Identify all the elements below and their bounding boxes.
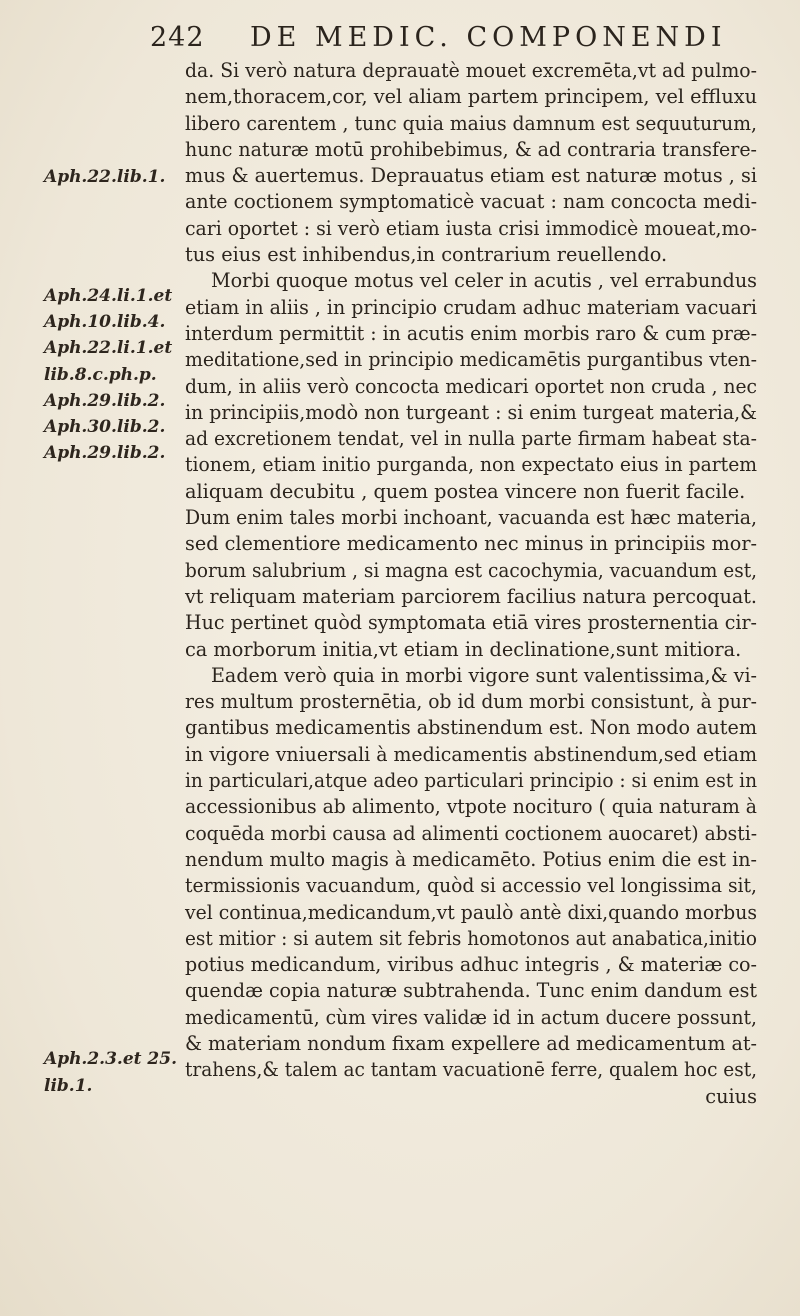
running-head: DE MEDIC. COMPONENDI bbox=[250, 22, 727, 53]
text-line: libero carentem , tunc quia maius damnum est sequuturum, bbox=[185, 111, 757, 135]
text-line: quendæ copia naturæ subtrahenda. Tunc enim dandum est bbox=[185, 979, 758, 1003]
text-line: nem,thoracem,cor, vel aliam partem principem, vel effluxu bbox=[185, 85, 757, 109]
text-line: cari oportet : si verò etiam iusta crisi immodicè moueat,mo- bbox=[185, 216, 758, 240]
text-line: res multum prosternētia, ob id dum morbi consistunt, à pur- bbox=[185, 690, 757, 714]
text-line: meditatione,sed in principio medicamētis purgantibus vten- bbox=[185, 348, 758, 372]
text-line: gantibus medicamentis abstinendum est. Non modo autem bbox=[185, 716, 757, 740]
margin-note: lib.1. bbox=[44, 1076, 93, 1096]
page-number: 242 bbox=[150, 22, 205, 53]
text-line: Morbi quoque motus vel celer in acutis , vel errabundus bbox=[211, 269, 758, 293]
text-line: Dum enim tales morbi inchoant, vacuanda est hæc materia, bbox=[185, 506, 758, 530]
text-line: etiam in aliis , in principio crudam adhuc materiam vacuari bbox=[185, 295, 757, 319]
text-line: mus & auertemus. Deprauatus etiam est naturæ motus , si bbox=[185, 164, 757, 188]
text-line: dum, in aliis verò concocta medicari oportet non cruda , nec bbox=[185, 374, 758, 398]
text-line: trahens,& talem ac tantam vacuationē ferre, qualem hoc est, bbox=[185, 1058, 758, 1082]
margin-note: lib.8.c.ph.p. bbox=[44, 365, 157, 385]
text-line: accessionibus ab alimento, vtpote nocituro ( quia naturam à bbox=[185, 795, 757, 819]
text-line: tionem, etiam initio purganda, non expectato eius in partem bbox=[185, 453, 758, 477]
body-text bbox=[185, 58, 757, 1110]
text-line: ad excretionem tendat, vel in nulla parte firmam habeat sta- bbox=[185, 427, 757, 451]
text-line: & materiam nondum fixam expellere ad medicamentum at- bbox=[185, 1031, 757, 1055]
margin-note: Aph.29.lib.2. bbox=[44, 443, 166, 463]
text-line: interdum permittit : in acutis enim morbis raro & cum præ- bbox=[185, 321, 758, 345]
text-line: ca morborum initia,vt etiam in declinatione,sunt mitiora. bbox=[185, 637, 742, 661]
text-line: in principiis,modò non turgeant : si enim turgeat materia,& bbox=[185, 400, 758, 424]
text-line: termissionis vacuandum, quòd si accessio vel longissima sit, bbox=[185, 874, 757, 898]
text-line: sed clementiore medicamento nec minus in principiis mor- bbox=[185, 532, 757, 556]
text-line: aliquam decubitu , quem postea vincere non fuerit facile. bbox=[185, 479, 746, 503]
text-line: Huc pertinet quòd symptomata etiā vires prosternentia cir- bbox=[185, 611, 757, 635]
text-line: vel continua,medicandum,vt paulò antè dixi,quando morbus bbox=[185, 900, 757, 924]
text-line: in particulari,atque adeo particulari principio : si enim est in bbox=[185, 769, 758, 793]
margin-note: Aph.24.li.1.et bbox=[44, 286, 173, 306]
text-line: est mitior : si autem sit febris homotonos aut anabatica,initio bbox=[185, 926, 758, 950]
margin-note: Aph.22.lib.1. bbox=[44, 167, 166, 187]
text-line: ante coctionem symptomaticè vacuat : nam concocta medi- bbox=[185, 190, 758, 214]
margin-note: Aph.22.li.1.et bbox=[44, 338, 173, 358]
margin-note: Aph.30.lib.2. bbox=[44, 417, 166, 437]
text-line: medicamentū, cùm vires validæ id in actum ducere possunt, bbox=[185, 1005, 757, 1029]
text-line: da. Si verò natura deprauatè mouet excremēta,vt ad pulmo- bbox=[185, 59, 757, 82]
text-line: borum salubrium , si magna est cacochymia, vacuandum est, bbox=[185, 558, 758, 582]
text-line: vt reliquam materiam parciorem facilius natura percoquat. bbox=[185, 584, 757, 608]
text-line: hunc naturæ motū prohibebimus, & ad contraria transfere- bbox=[185, 137, 757, 161]
margin-note: Aph.29.lib.2. bbox=[44, 391, 166, 411]
text-line: tus eius est inhibendus,in contrarium reuellendo. bbox=[185, 243, 668, 267]
margin-note: Aph.10.lib.4. bbox=[44, 312, 166, 332]
text-line: in vigore vniuersali à medicamentis abstinendum,sed etiam bbox=[185, 742, 758, 766]
text-line: potius medicandum, viribus adhuc integris , & materiæ co- bbox=[185, 953, 758, 977]
page-header bbox=[150, 20, 750, 60]
text-line: Eadem verò quia in morbi vigore sunt valentissima,& vi- bbox=[211, 663, 758, 687]
text-line: nendum multo magis à medicamēto. Potius enim die est in- bbox=[185, 847, 758, 871]
text-line: coquēda morbi causa ad alimenti coctionem auocaret) absti- bbox=[185, 821, 757, 845]
catchword: cuius bbox=[705, 1084, 757, 1108]
margin-note: Aph.2.3.et 25. bbox=[44, 1049, 178, 1069]
